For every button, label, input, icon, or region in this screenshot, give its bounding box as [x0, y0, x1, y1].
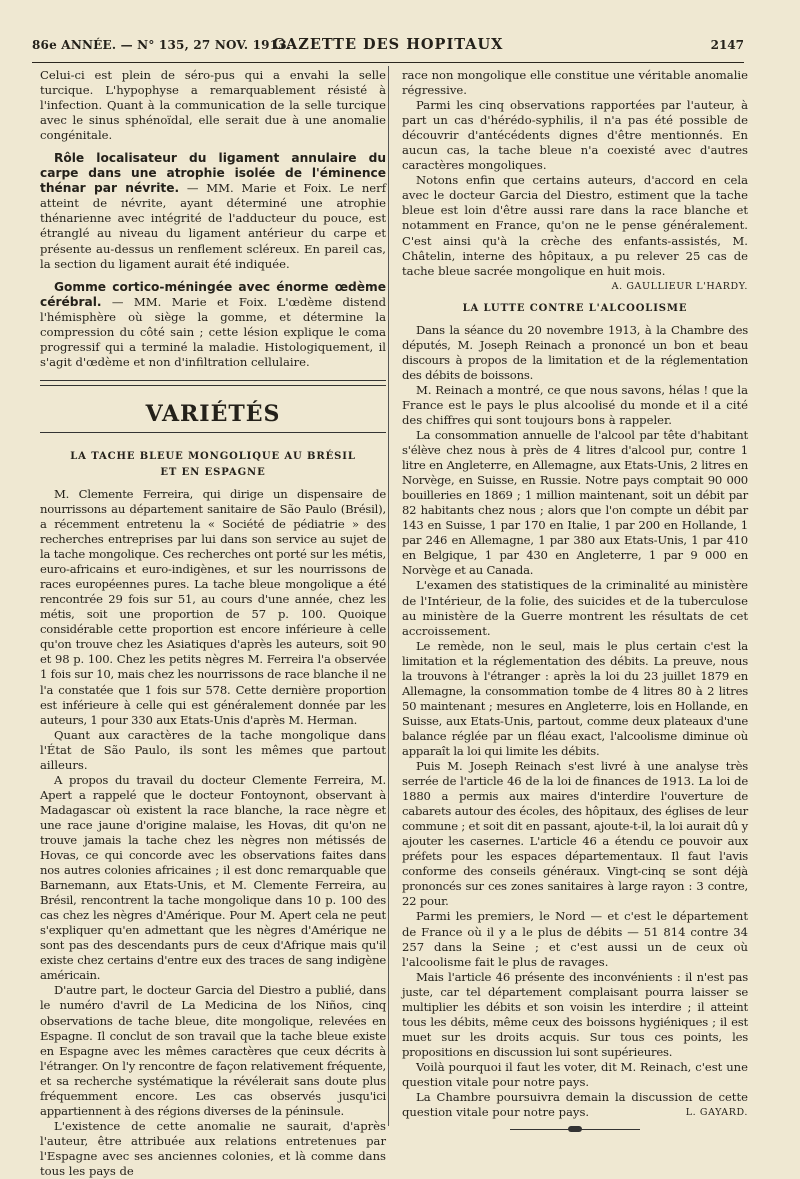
journal-title: GAZETTE DES HOPITAUX [272, 36, 504, 53]
running-header [32, 36, 744, 56]
paragraph: A propos du travail du docteur Clemente Ferreira, M. Apert a rappelé que le docteur Fontoynont, observant à Madagascar où existent la race blanche, la race nègre et une race jaune d'origine malaise, les Hovas, dit qu'on ne trouve jamais la tache chez les nègres non métissés de Hovas, ce qui concorde avec les observations faites dans nos autres colonies africaines ; il est donc remarquable que Barnemann, aux Etats-Unis, et M. Clemente Ferreira, au Brésil, rencontrent la tache mongolique dans 10 p. 100 des cas chez les nègres d'Amérique. Pour M. Apert cela ne peut s'expliquer qu'en admettant que les nègres d'Amérique ne sont pas des descendants purs de ceux d'Afrique mais qu'il existe chez certains d'entre eux des traces de sang indigène américain. [40, 772, 386, 983]
paragraph-text: La Chambre poursuivra demain la discussion de cette question vitale pour notre pays. [402, 1090, 748, 1120]
section-double-rule [40, 380, 386, 386]
paragraph: Quant aux caractères de la tache mongolique dans l'État de São Paulo, ils sont les mêmes que partout ailleurs. [40, 727, 386, 772]
author-signature: L. GAYARD. [685, 1107, 748, 1119]
paragraph: D'autre part, le docteur Garcia del Diestro a publié, dans le numéro d'avril de La Medicina de los Niños, cinq observations de tache bleue, dite mongolique, relevées en Espagne. Il conclut de son travail que la tache bleue existe en Espagne avec les mêmes caractères que ceux décrits à l'étranger. On l'y rencontre de façon relativement fréquente, et sa recherche systématique la révélerait sans doute plus fréquemment encore. Les cas observés jusqu'ici appartiennent à des régions diverses de la péninsule. [40, 983, 386, 1118]
left-column [40, 68, 386, 1179]
section-heading: VARIÉTÉS [145, 400, 281, 427]
paragraph [402, 173, 748, 292]
paragraph: race non mongolique elle constitue une véritable anomalie régressive. [402, 68, 748, 98]
article-title-line: LA TACHE BLEUE MONGOLIQUE AU BRÉSIL [70, 450, 356, 462]
paragraph: Puis M. Joseph Reinach s'est livré à une analyse très serrée de l'article 46 de la loi de finances de 1913. La loi de 1880 a permis aux maires d'interdire l'ouverture de cabarets autour des écoles, des hôpitaux, des églises de leur commune ; et soit dit en passant, ajoute-t-il, la loi aurait dû y ajouter les casernes. L'article 46 a étendu ce pouvoir aux préfets pour les espaces départementaux. Il faut l'avis conforme des conseils généraux. Vingt-cinq se sont déjà prononcés sur ces zones sanitaires à large rayon : 3 contre, 22 pour. [402, 759, 748, 909]
subsection-text: — MM. Marie et Foix. L'œdème distend l'hémisphère où siège la gomme, et détermine la compression du côté sain ; cette lésion explique le coma progressif qui a terminé la maladie. Histologiquement, il s'agit d'œdème et non d'infiltration cellulaire. [40, 294, 386, 369]
article-title [40, 449, 386, 481]
article-title: LA LUTTE CONTRE L'ALCOOLISME [462, 302, 688, 314]
end-ornament [510, 1126, 640, 1132]
issue-info: 86e ANNÉE. — N° 135, 27 NOV. 1913. [32, 38, 292, 52]
subsection-title: Gomme cortico-méningée avec énorme œdème cérébral. [40, 279, 386, 309]
article-title-line: ET EN ESPAGNE [160, 466, 266, 478]
subsection-title: Rôle localisateur du ligament annulaire du carpe dans une atrophie isolée de l'éminence thénar par névrite. [40, 151, 386, 196]
paragraph-text: Notons enfin que certains auteurs, d'accord en cela avec le docteur Garcia del Diestro, estiment que la tache bleue est loin d'être aussi rare dans la race blanche et notamment en France, qu'on ne le pense généralement. C'est ainsi qu'à la crèche des enfants-assistés, M. Châtelin, interne des hôpitaux, a pu relever 25 cas de tache bleue sacrée mongolique en huit mois. [402, 173, 748, 278]
ornament-dot [568, 1126, 582, 1132]
paragraph: M. Clemente Ferreira, qui dirige un dispensaire de nourrissons au département sanitaire de São Paulo (Brésil), a récemment entretenu la « Société de pédiatrie » des recherches entreprises par lui dans son service au sujet de la tache mongolique. Ces recherches ont porté sur les métis, euro-africains et euro-indigènes, et sur les nourrissons de races européennes pures. La tache bleue mongolique a été rencontrée 29 fois sur 51, au cours d'une année, chez les métis, soit une proportion de 57 p. 100. Quoique considérable cette proportion est encore inférieure à celle qu'on trouve chez les Asiatiques d'après les auteurs, soit 90 et 98 p. 100. Chez les petits nègres M. Ferreira l'a observée 1 fois sur 10, mais chez les nourrissons de race blanche il ne l'a constatée que 1 fois sur 578. Cette dernière proportion est inférieure à celle qui est généralement donnée par les auteurs, 1 pour 330 aux Etats-Unis d'après M. Herman. [40, 486, 386, 727]
subsection-1 [40, 151, 386, 271]
paragraph [402, 1090, 748, 1120]
paragraph: Voilà pourquoi il faut les voter, dit M. Reinach, c'est une question vitale pour notre pays. [402, 1059, 748, 1089]
author-signature: A. GAULLIEUR L'HARDY. [611, 280, 748, 292]
paragraph: Parmi les cinq observations rapportées par l'auteur, à part un cas d'hérédo-syphilis, il n'a pas été possible de découvrir d'antécédents dignes d'être mentionnés. En aucun cas, la tache bleue n'a coexisté avec d'autres caractères mongoliques. [402, 98, 748, 173]
header-rule [32, 62, 744, 63]
paragraph: Mais l'article 46 présente des inconvénients : il n'est pas juste, car tel département complaisant pourra laisser se multiplier les débits et son voisin les interdire ; il atteint tous les débits, même ceux des boissons hygiéniques ; il est muet sur les droits acquis. Sur tous ces points, les propositions en discussion lui sont supérieures. [402, 969, 748, 1059]
page-number: 2147 [710, 38, 744, 52]
paragraph: Parmi les premiers, le Nord — et c'est le département de France où il y a le plus de débits — 51 814 contre 34 257 dans la Seine ; et c'est aussi un de ceux où l'alcoolisme fait le plus de ravages. [402, 909, 748, 969]
subsection-text: — MM. Marie et Foix. Le nerf atteint de névrite, ayant déterminé une atrophie thénarienne avec intégrité de l'adducteur du pouce, est étranglé au niveau du ligament antérieur du carpe et présente au-dessus un renflement scléreux. En pareil cas, la section du ligament aurait été indiquée. [40, 181, 387, 271]
right-column [402, 68, 748, 1132]
subsection-2 [40, 280, 386, 370]
paragraph: La consommation annuelle de l'alcool par tête d'habitant s'élève chez nous à près de 4 litres d'alcool pur, contre 1 litre en Angleterre, en Allemagne, aux Etats-Unis, 2 litres en Norvège, en Suisse, en Russie. Notre pays comptait 90 000 bouilleries en 1869 ; 1 million maintenant, soit un débit par 82 habitants chez nous ; alors que l'on compte un débit par 143 en Suisse, 1 par 170 en Italie, 1 par 200 en Hollande, 1 par 246 en Allemagne, 1 par 380 aux Etats-Unis, 1 par 410 en Belgique, 1 par 430 en Angleterre, 1 par 9 000 en Norvège et au Canada. [402, 427, 748, 578]
paragraph: Dans la séance du 20 novembre 1913, à la Chambre des députés, M. Joseph Reinach a prononcé un bon et beau discours à propos de la limitation et de la réglementation des débits de boissons. [402, 322, 748, 382]
paragraph: L'existence de cette anomalie ne saurait, d'après l'auteur, être attribuée aux relations entretenues par l'Espagne avec ses anciennes colonies, et là comme dans tous les pays de [40, 1118, 386, 1178]
section-rule [40, 432, 386, 433]
paragraph: M. Reinach a montré, ce que nous savons, hélas ! que la France est le pays le plus alcoolisé du monde et il a cité des chiffres qui sont toujours bons à rappeler. [402, 382, 748, 427]
paragraph: Celui-ci est plein de séro-pus qui a envahi la selle turcique. L'hypophyse a remarquablement résisté à l'infection. Quant à la communication de la selle turcique avec le sinus sphénoïdal, elle serait due à une anomalie congénitale. [40, 68, 386, 143]
paragraph: L'examen des statistiques de la criminalité au ministère de l'Intérieur, de la folie, des suicides et de la tuberculose au ministère de la Guerre montrent les résultats de cet accroissement. [402, 578, 748, 638]
column-divider [388, 66, 389, 1126]
paragraph: Le remède, non le seul, mais le plus certain c'est la limitation et la réglementation des débits. La preuve, nous la trouvons à l'étranger : après la loi du 23 juillet 1879 en Allemagne, la consommation tombe de 4 litres 80 à 2 litres 50 maintenant ; mesures en Angleterre, lois en Hollande, en Suisse, aux Etats-Unis, partout, comme deux plateaux d'une balance réglée par un fléau exact, l'alcoolisme diminue où apparaît la loi qui limite les débits. [402, 638, 748, 758]
